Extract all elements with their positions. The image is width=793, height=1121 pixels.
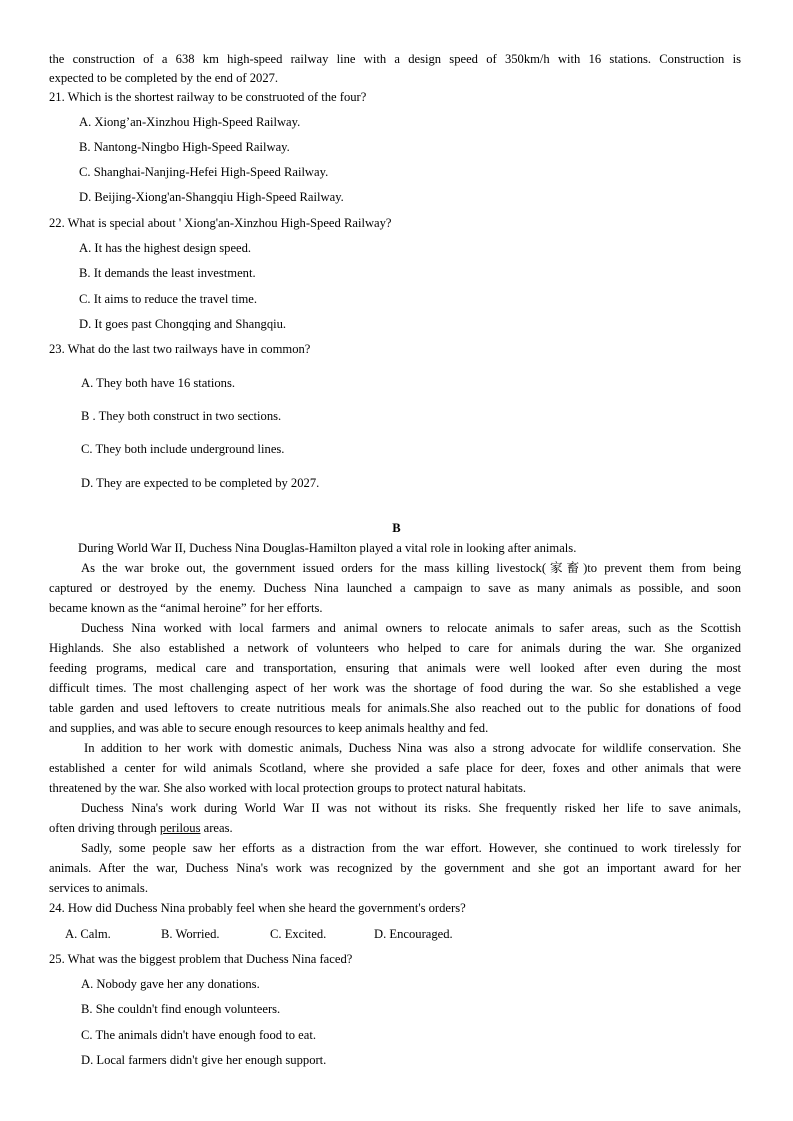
passage-line: threatened by the war. She also worked with local protection groups to protect natural habitats. <box>49 781 527 795</box>
q21-option-a: A. Xiong’an-Xinzhou High-Speed Railway. <box>79 115 301 129</box>
passage-text: areas. <box>200 821 233 835</box>
passage-line: During World War II, Duchess Nina Douglas-Hamilton played a vital role in looking after animals. <box>78 541 577 555</box>
q24-option-d: D. Encouraged. <box>374 927 453 941</box>
intro-line: expected to be completed by the end of 2027. <box>49 71 279 85</box>
q25-option-b: B. She couldn't find enough volunteers. <box>81 1002 281 1016</box>
q22-option-b: B. It demands the least investment. <box>79 266 256 280</box>
question-22: 22. What is special about ' Xiong'an-Xinzhou High-Speed Railway? <box>49 216 392 230</box>
passage-line: services to animals. <box>49 881 148 895</box>
q24-option-a: A. Calm. <box>65 927 111 941</box>
passage-line <box>49 820 233 836</box>
question-21: 21. Which is the shortest railway to be construoted of the four? <box>49 90 367 104</box>
intro-line: the construction of a 638 km high-speed railway line with a design speed of 350km/h with 16 stations. Construction is <box>49 52 741 66</box>
q21-option-b: B. Nantong-Ningbo High-Speed Railway. <box>79 140 290 154</box>
passage-line: As the war broke out, the government issued orders for the mass killing livestock(家畜)to prevent them from being <box>81 561 741 575</box>
q23-option-d: D. They are expected to be completed by 2027. <box>81 476 320 490</box>
question-23: 23. What do the last two railways have in common? <box>49 342 311 356</box>
underlined-word-perilous: perilous <box>159 821 201 835</box>
passage-line: difficult times. The most challenging aspect of her work was the shortage of food during the war. So she established a vege <box>49 681 741 695</box>
q24-option-b: B. Worried. <box>161 927 220 941</box>
passage-line: feeding programs, medical care and transportation, ensuring that animals were well looked after even during the most <box>49 661 741 675</box>
passage-line: Duchess Nina's work during World War II was not without its risks. She frequently risked her life to save animals, <box>81 801 741 815</box>
passage-line: and supplies, and was able to secure enough resources to keep animals healthy and fed. <box>49 721 489 735</box>
passage-line: became known as the “animal heroine” for her efforts. <box>49 601 323 615</box>
passage-line: Highlands. She also established a network of volunteers who helped to care for animals during the war. She organized <box>49 641 741 655</box>
passage-line: animals. After the war, Duchess Nina's work was recognized by the government and she got an important award for her <box>49 861 741 875</box>
q22-option-c: C. It aims to reduce the travel time. <box>79 292 258 306</box>
q21-option-d: D. Beijing-Xiong'an-Shangqiu High-Speed Railway. <box>79 190 344 204</box>
passage-line: In addition to her work with domestic animals, Duchess Nina was also a strong advocate for wildlife conservation. She <box>84 741 741 755</box>
q22-option-d: D. It goes past Chongqing and Shangqiu. <box>79 317 287 331</box>
q25-option-d: D. Local farmers didn't give her enough support. <box>81 1053 327 1067</box>
q25-option-a: A. Nobody gave her any donations. <box>81 977 260 991</box>
passage-line: Sadly, some people saw her efforts as a distraction from the war effort. However, she continued to work tirelessly for <box>81 841 741 855</box>
q21-option-c: C. Shanghai-Nanjing-Hefei High-Speed Railway. <box>79 165 329 179</box>
q23-option-b: B . They both construct in two sections. <box>81 409 282 423</box>
passage-line: Duchess Nina worked with local farmers and animal owners to relocate animals to safer areas, such as the Scottish <box>81 621 741 635</box>
question-24: 24. How did Duchess Nina probably feel when she heard the government's orders? <box>49 901 466 915</box>
passage-line: table garden and used leftovers to create nutritious meals for animals.She also reached out to the public for donations of food <box>49 701 741 715</box>
passage-text: often driving through <box>49 821 160 835</box>
q25-option-c: C. The animals didn't have enough food to eat. <box>81 1028 316 1042</box>
q24-option-c: C. Excited. <box>270 927 327 941</box>
q23-option-a: A. They both have 16 stations. <box>81 376 236 390</box>
question-25: 25. What was the biggest problem that Duchess Nina faced? <box>49 952 353 966</box>
passage-line: captured or destroyed by the enemy. Duchess Nina launched a campaign to save as many animals as possible, and soon <box>49 581 741 595</box>
passage-line: established a center for wild animals Scotland, where she provided a safe place for deer, foxes and other animals that were <box>49 761 741 775</box>
q22-option-a: A. It has the highest design speed. <box>79 241 252 255</box>
section-heading: B <box>392 521 401 535</box>
q23-option-c: C. They both include underground lines. <box>81 442 285 456</box>
